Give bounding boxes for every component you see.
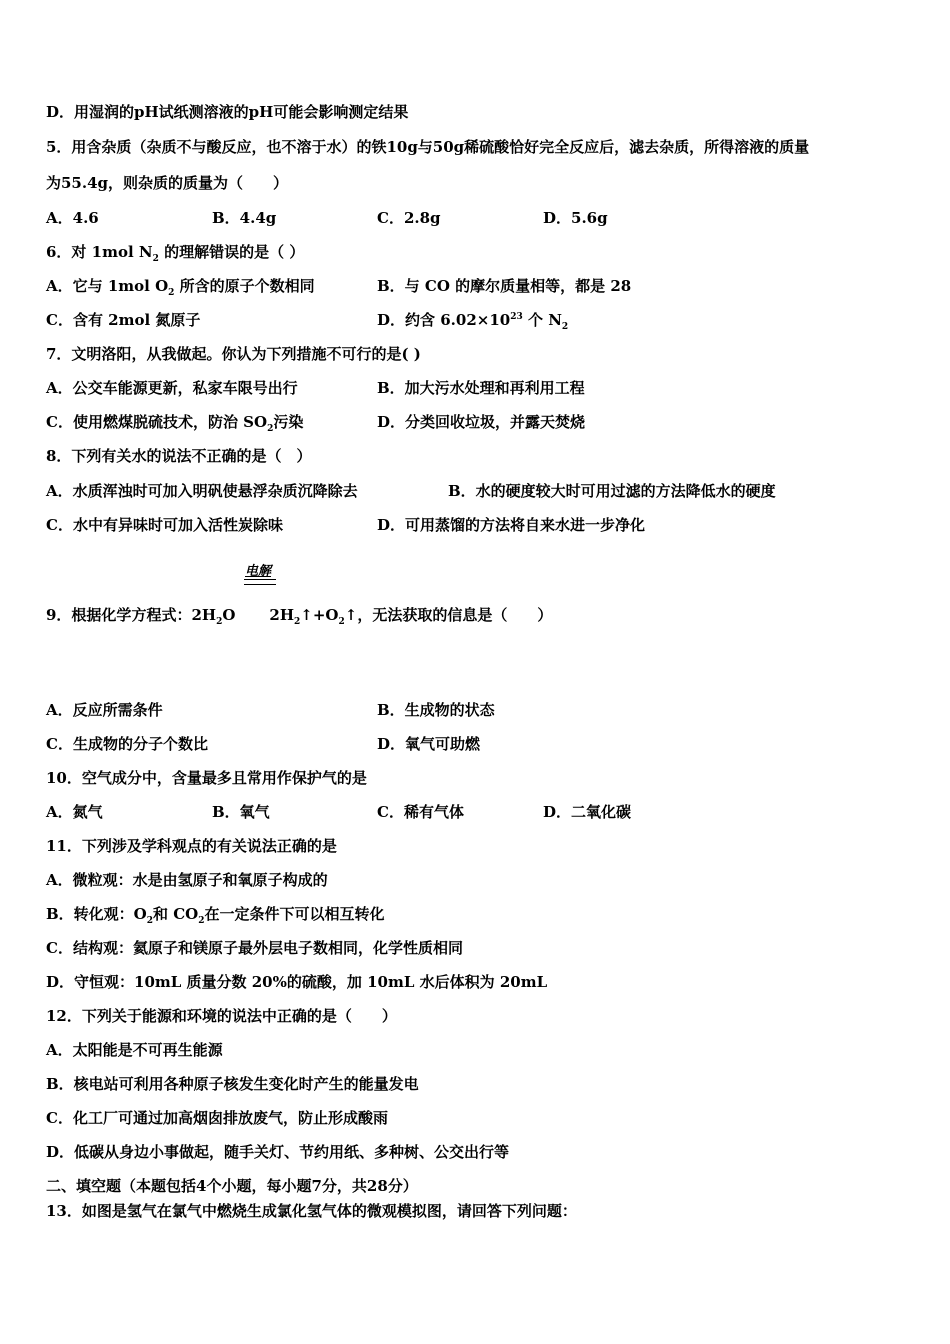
q7-option-b: B．加大污水处理和再利用工程 bbox=[377, 379, 585, 397]
q10-option-a: A．氮气 bbox=[46, 803, 103, 821]
q10-stem: 10．空气成分中，含量最多且常用作保护气的是 bbox=[46, 769, 367, 787]
q6-option-b: B．与 CO 的摩尔质量相等，都是 28 bbox=[377, 277, 632, 295]
q12-option-c: C．化工厂可通过加高烟囱排放废气，防止形成酸雨 bbox=[46, 1109, 388, 1127]
q8-option-b: B．水的硬度较大时可用过滤的方法降低水的硬度 bbox=[448, 482, 776, 500]
q7-option-c: C．使用燃煤脱硫技术，防治 $SO_2$污染 bbox=[46, 413, 304, 434]
q11-option-a: A．微粒观：水是由氢原子和氧原子构成的 bbox=[46, 871, 328, 889]
q5-option-b: B．4.4g bbox=[212, 209, 277, 227]
reaction-equals-sign bbox=[244, 579, 276, 585]
q9-option-b: B．生成物的状态 bbox=[377, 701, 495, 719]
q8-stem: 8．下列有关水的说法不正确的是（ ） bbox=[46, 447, 312, 465]
q12-option-a: A．太阳能是不可再生能源 bbox=[46, 1041, 223, 1059]
q6-option-c: C．含有 2mol 氮原子 bbox=[46, 311, 201, 329]
section-heading: 二、填空题（本题包括4个小题，每小题7分，共28分） bbox=[46, 1177, 418, 1195]
q12-option-d: D．低碳从身边小事做起，随手关灯、节约用纸、多种树、公交出行等 bbox=[46, 1143, 510, 1161]
q12-option-b: B．核电站可利用各种原子核发生变化时产生的能量发电 bbox=[46, 1075, 419, 1093]
q5-option-a: A．4.6 bbox=[46, 209, 99, 227]
q8-option-d: D．可用蒸馏的方法将自来水进一步净化 bbox=[377, 516, 646, 534]
q8-option-c: C．水中有异味时可加入活性炭除味 bbox=[46, 516, 283, 534]
q6-option-d: D．约含 $6.02\times 10^{23}$ 个 $N_2$ bbox=[377, 311, 569, 332]
reaction-condition: 电解 bbox=[245, 564, 272, 579]
q7-option-d: D．分类回收垃圾，并露天焚烧 bbox=[377, 413, 586, 431]
q5-stem-line2: 为55.4g，则杂质的质量为（ ） bbox=[46, 174, 289, 192]
q11-option-c: C．结构观：氦原子和镁原子最外层电子数相同，化学性质相同 bbox=[46, 939, 463, 957]
q10-option-b: B．氧气 bbox=[212, 803, 270, 821]
q6-stem: 6．对 1mol $N_2$ 的理解错误的是（ ） bbox=[46, 243, 305, 264]
q13-stem: 13．如图是氢气在氯气中燃烧生成氯化氢气体的微观模拟图，请回答下列问题： bbox=[46, 1202, 577, 1220]
q12-stem: 12．下列关于能源和环境的说法中正确的是（ ） bbox=[46, 1007, 397, 1025]
gas-arrow-icon: ↑ bbox=[300, 606, 313, 624]
q5-option-d: D．5.6g bbox=[543, 209, 608, 227]
q9-stem: 9．根据化学方程式：$2H_2O$ $2H_2↑+O_2↑$，无法获取的信息是（ ） bbox=[46, 606, 553, 627]
q4-option-d: D．用湿润的pH试纸测溶液的pH可能会影响测定结果 bbox=[46, 103, 409, 121]
q7-stem: 7．文明洛阳，从我做起。你认为下列措施不可行的是( ) bbox=[46, 345, 421, 363]
gas-arrow-icon: ↑ bbox=[344, 606, 358, 624]
q9-option-a: A．反应所需条件 bbox=[46, 701, 163, 719]
q8-option-a: A．水质浑浊时可加入明矾使悬浮杂质沉降除去 bbox=[46, 482, 358, 500]
q10-option-d: D．二氧化碳 bbox=[543, 803, 632, 821]
q11-option-b: B．转化观：$O_2$和 $CO_2$在一定条件下可以相互转化 bbox=[46, 905, 385, 926]
q10-option-c: C．稀有气体 bbox=[377, 803, 464, 821]
q9-option-d: D．氧气可助燃 bbox=[377, 735, 481, 753]
q5-option-c: C．2.8g bbox=[377, 209, 441, 227]
q11-stem: 11．下列涉及学科观点的有关说法正确的是 bbox=[46, 837, 337, 855]
q9-option-c: C．生成物的分子个数比 bbox=[46, 735, 208, 753]
q6-option-a: A．它与 1mol $O_2$ 所含的原子个数相同 bbox=[46, 277, 315, 298]
q5-stem-line1: 5．用含杂质（杂质不与酸反应，也不溶于水）的铁10g与50g稀硫酸恰好完全反应后，滤去杂质，所得溶液的质量 bbox=[46, 138, 810, 156]
q7-option-a: A．公交车能源更新，私家车限号出行 bbox=[46, 379, 298, 397]
q11-option-d: D．守恒观：10mL 质量分数 20%的硫酸，加 10mL 水后体积为 20mL bbox=[46, 973, 548, 991]
